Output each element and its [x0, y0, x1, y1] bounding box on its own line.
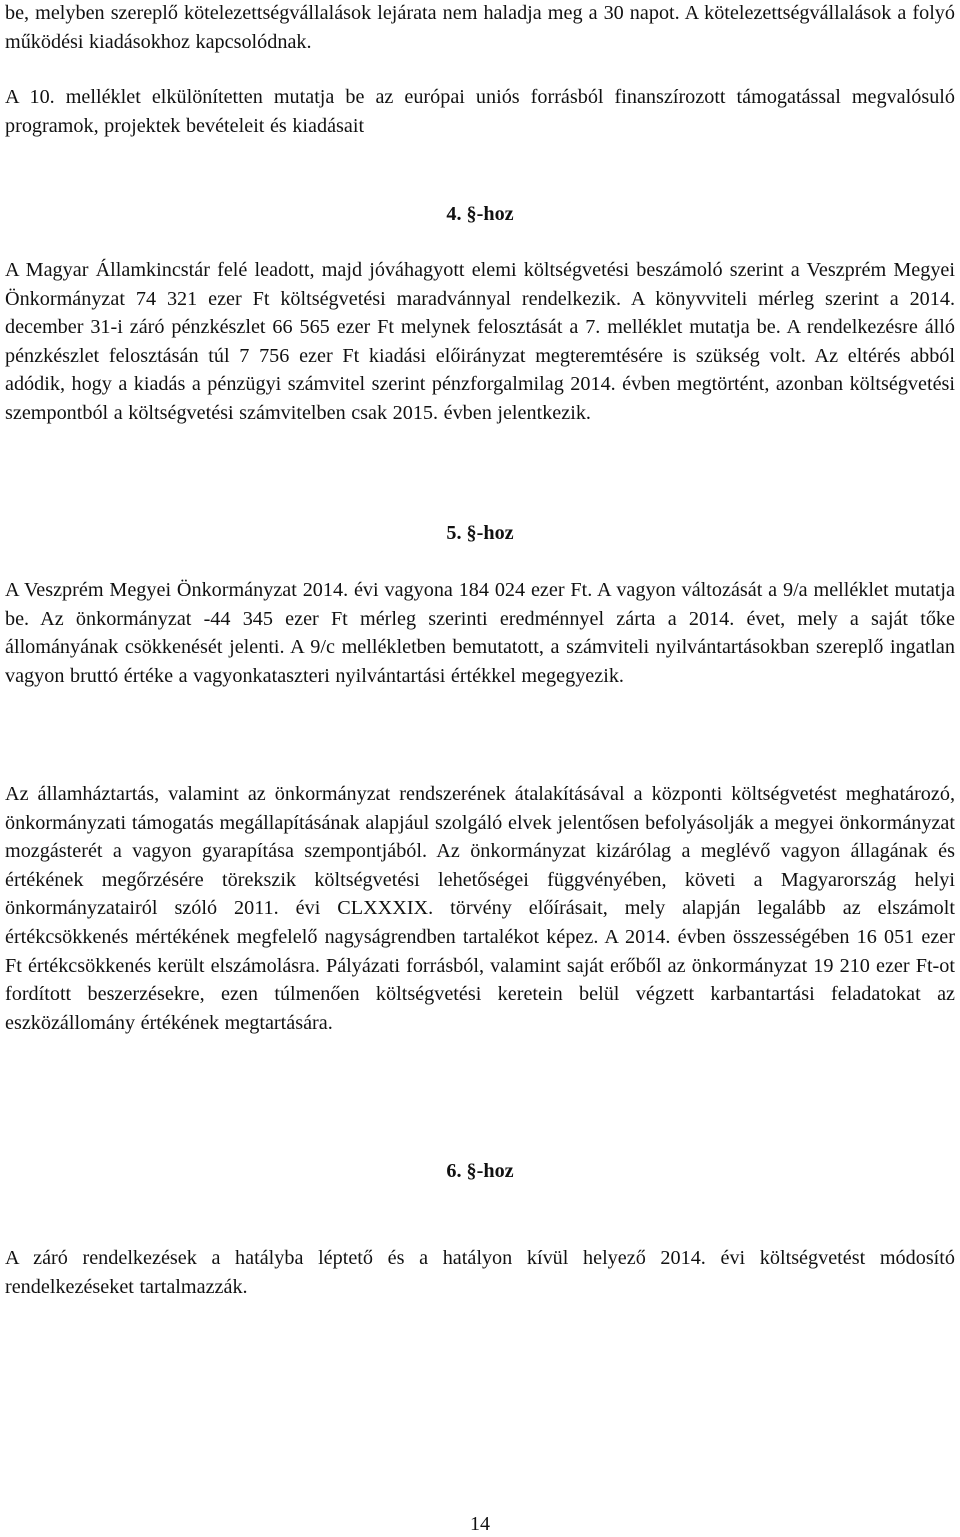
section-heading-5: 5. §-hoz [446, 522, 514, 544]
paragraph-section-6: A záró rendelkezések a hatályba léptető és a hatályon kívül helyező 2014. évi költségvetést módosító rendelkezéseket tartalmazzák. [5, 1247, 955, 1298]
paragraph-section-5-second: Az államháztartás, valamint az önkormányzat rendszerének átalakításával a központi költségvetést meghatározó, önkormányzati támogatás megállapításának alapjául szolgáló elvek jelentősen befolyásolják a megyei önkormányzat mozgásterét a vagyon gyarapítása szempontjából. Az önkormányzat kizárólag a meglévő vagyon állagának és értékének megőrzésére törekszik költségvetési lehetőségei függvényében, követi a Magyarország helyi önkormányzatairól szóló 2011. évi CLXXXIX. törvény előírásait, mely alapján legalább az elszámolt értékcsökkenés mértékének megfelelő nagyságrendben tartalékot képez. A 2014. évben összességében 16 051 ezer Ft értékcsökkenés került elszámolásra. Pályázati forrásból, valamint saját erőből az önkormányzat 19 210 ezer Ft-ot fordított beszerzésekre, ezen túlmenően költségvetési keretein belül végzett karbantartási feladatokat az eszközállomány értékének megtartására. [5, 783, 955, 1034]
paragraph-section-4: A Magyar Államkincstár felé leadott, majd jóváhagyott elemi költségvetési beszámoló szerint a Veszprém Megyei Önkormányzat 74 321 ezer Ft költségvetési maradvánnyal rendelkezik. A könyvviteli mérleg szerint a 2014. december 31-i záró pénzkészlet 66 565 ezer Ft melynek felosztását a 7. melléklet mutatja be. A rendelkezésre álló pénzkészlet felosztásán túl 7 756 ezer Ft kiadási előirányzat megteremtésére is szükség volt. Az eltérés abból adódik, hogy a kiadás a pénzügyi számvitel szerint pénzforgalmilag 2014. évben megtörtént, azonban költségvetési szempontból a költségvetési számvitelben csak 2015. évben jelentkezik. [5, 259, 955, 424]
paragraph-annex-10: A 10. melléklet elkülönítetten mutatja be az európai uniós forrásból finanszírozott támogatással megvalósuló programok, projektek bevételeit és kiadásait [5, 86, 955, 137]
section-heading-6: 6. §-hoz [446, 1160, 514, 1182]
section-heading-4: 4. §-hoz [446, 203, 514, 225]
paragraph-section-5-first: A Veszprém Megyei Önkormányzat 2014. évi vagyona 184 024 ezer Ft. A vagyon változását a 9/a melléklet mutatja be. Az önkormányzat -44 345 ezer Ft mérleg szerinti eredménnyel zárta a 2014. évet, mely a saját tőke állományának csökkenését jelenti. A 9/c mellékletben bemutatott, a számviteli nyilvántartásokban szereplő ingatlan vagyon bruttó értéke a vagyonkataszteri nyilvántartási értékkel megegyezik. [5, 579, 955, 687]
page-number: 14 [470, 1513, 490, 1535]
paragraph-intro-top: be, melyben szereplő kötelezettségvállalások lejárata nem haladja meg a 30 napot. A kötelezettségvállalások a folyó működési kiadásokhoz kapcsolódnak. [5, 2, 955, 53]
